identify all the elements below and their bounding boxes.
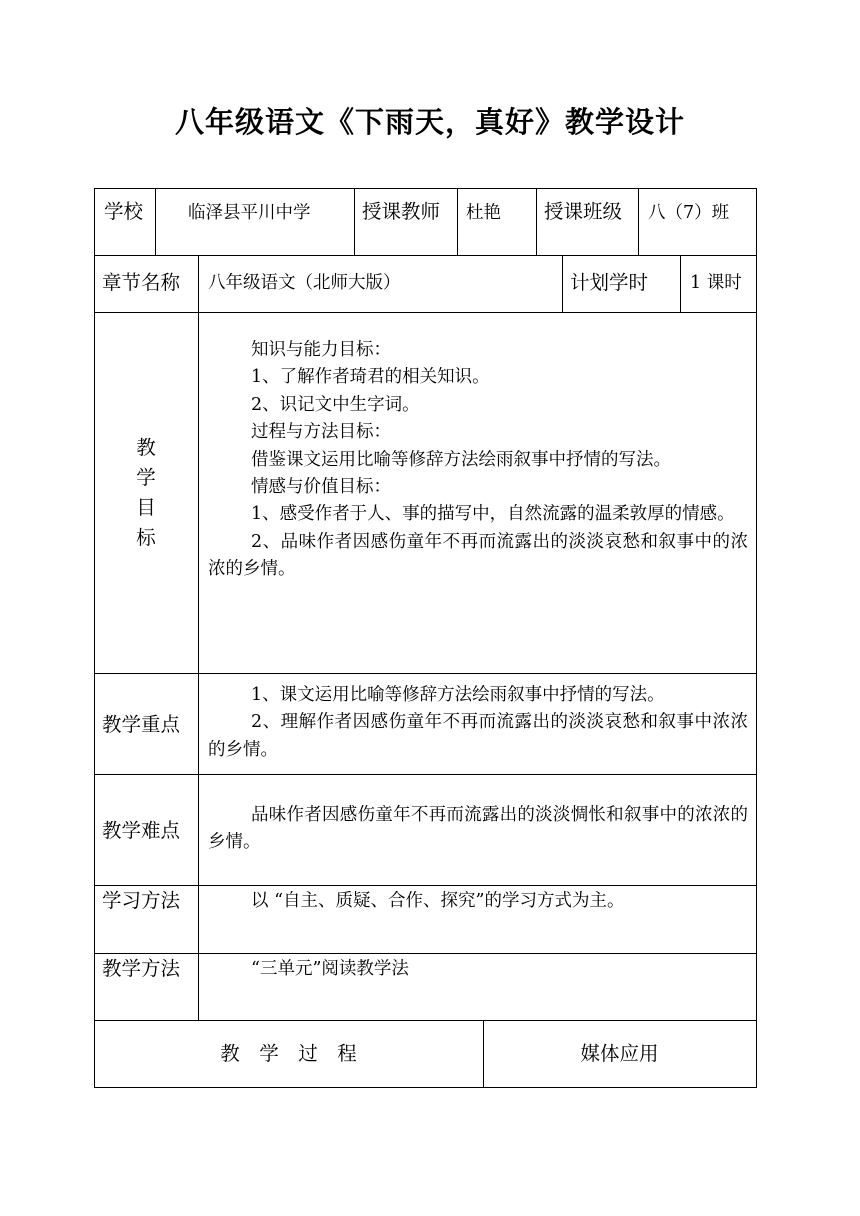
difficulties-content — [208, 802, 748, 857]
teacher-value: 杜艳 — [466, 203, 501, 223]
objectives-label — [131, 433, 161, 553]
chapter-label: 章节名称 — [102, 271, 181, 294]
objective-line: 1、了解作者琦君的相关知识。 — [251, 367, 490, 388]
hours-value: 1 课时 — [690, 273, 742, 293]
key-points-label: 教学重点 — [102, 713, 181, 736]
objectives-label-char: 教 — [136, 436, 156, 459]
key-point-line: 2、理解作者因感伤童年不再而流露出的淡淡哀愁和叙事中浓浓的乡情。 — [208, 712, 748, 760]
key-points-content — [208, 682, 748, 764]
document-title: 八年级语文《下雨天，真好》教学设计 — [174, 105, 685, 139]
school-value: 临泽县平川中学 — [188, 203, 311, 223]
school-label: 学校 — [104, 200, 144, 223]
objective-line: 知识与能力目标： — [251, 340, 391, 360]
chapter-value: 八年级语文（北师大版） — [208, 273, 401, 293]
teaching-method-content — [208, 956, 748, 983]
difficulties-label: 教学难点 — [102, 819, 181, 842]
class-label: 授课班级 — [544, 200, 623, 223]
hours-label: 计划学时 — [570, 271, 649, 294]
teaching-method-text: “三单元”阅读教学法 — [251, 959, 409, 979]
difficulties-text: 品味作者因感伤童年不再而流露出的淡淡惆怅和叙事中的浓浓的乡情。 — [208, 805, 748, 853]
objectives-label-char: 学 — [136, 466, 156, 489]
learning-method-label: 学习方法 — [102, 889, 181, 912]
objectives-label-char: 目 — [136, 496, 156, 519]
objective-line: 1、感受作者于人、事的描写中，自然流露的温柔敦厚的情感。 — [251, 504, 735, 525]
learning-method-text: 以 “自主、质疑、合作、探究”的学习方式为主。 — [251, 891, 625, 911]
lesson-plan-table — [94, 188, 757, 1088]
objectives-label-char: 标 — [136, 526, 156, 549]
learning-method-content — [208, 888, 748, 915]
media-header: 媒体应用 — [580, 1042, 659, 1065]
process-header: 教 学 过 程 — [220, 1042, 357, 1065]
objective-line: 2、识记文中生字词。 — [251, 394, 420, 415]
objectives-content — [208, 337, 748, 584]
teacher-label: 授课教师 — [362, 200, 441, 223]
key-point-line: 1、课文运用比喻等修辞方法绘雨叙事中抒情的写法。 — [251, 685, 665, 705]
objective-line: 借鉴课文运用比喻等修辞方法绘雨叙事中抒情的写法。 — [251, 449, 671, 470]
teaching-method-label: 教学方法 — [102, 957, 181, 980]
objective-line: 情感与价值目标： — [251, 477, 391, 498]
class-value: 八（7）班 — [648, 203, 730, 223]
objective-line: 过程与方法目标： — [251, 422, 391, 443]
objective-line: 2、品味作者因感伤童年不再而流露出的淡淡哀愁和叙事中的浓浓的乡情。 — [208, 531, 748, 580]
